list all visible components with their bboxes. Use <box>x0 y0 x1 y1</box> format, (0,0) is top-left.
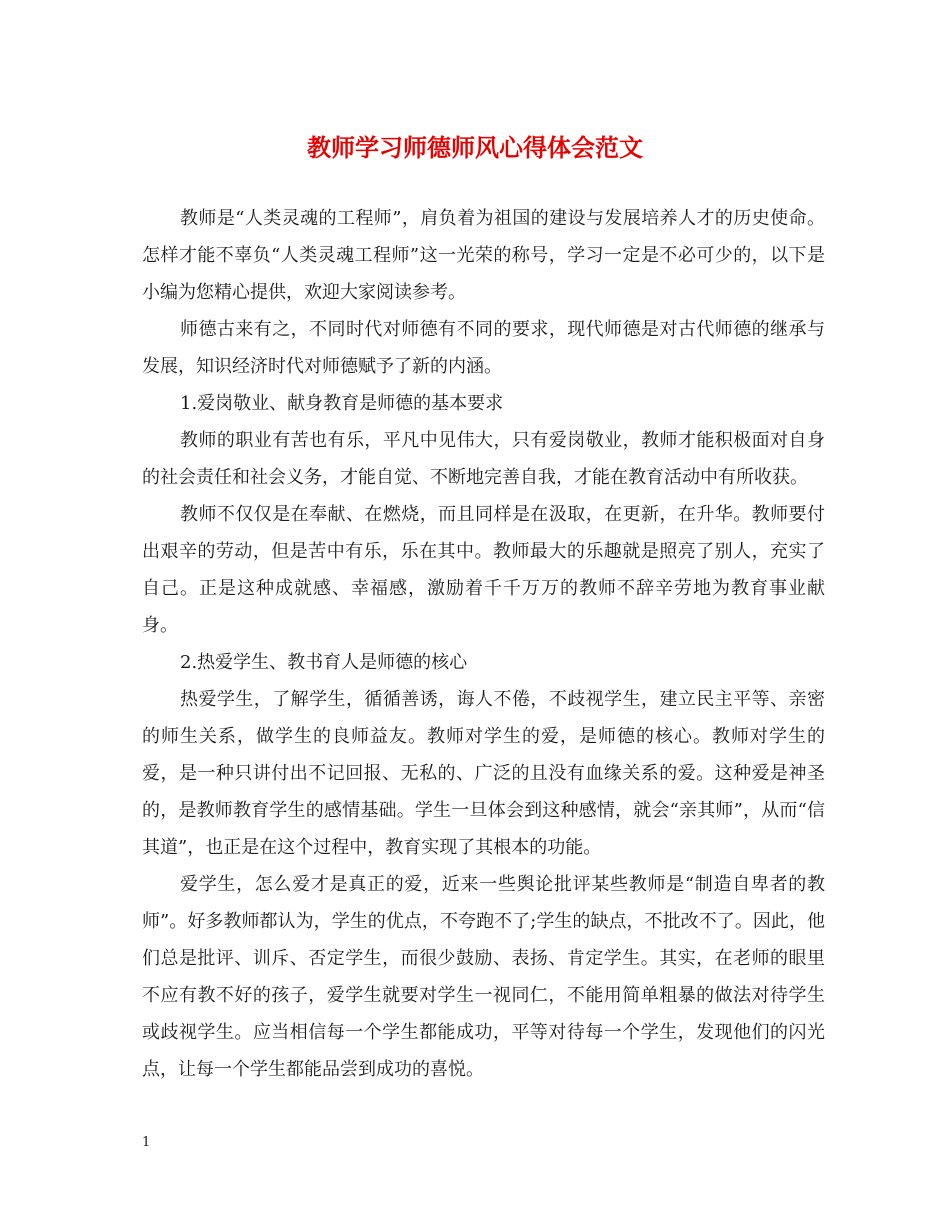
section-heading-2: 2.热爱学生、教书育人是师德的核心 <box>180 652 468 673</box>
paragraph-dedication: 教师不仅仅是在奉献、在燃烧，而且同样是在汲取，在更新，在升华。教师要付出艰辛的劳动，但是苦中有乐，乐在其中。教师最大的乐趣就是照亮了别人，充实了自己。正是这种成就感、幸福感，激励着千千万万的教师不辞辛劳地为教育事业献身。 <box>142 504 825 636</box>
paragraph-career: 教师的职业有苦也有乐，平凡中见伟大，只有爱岗敬业，教师才能积极面对自身的社会责任和社会义务，才能自觉、不断地完善自我，才能在教育活动中有所收获。 <box>142 430 825 488</box>
paragraph-true-love: 爱学生，怎么爱才是真正的爱，近来一些舆论批评某些教师是“制造自卑者的教师”。好多教师都认为，学生的优点，不夸跑不了;学生的缺点，不批改不了。因此，他们总是批评、训斥、否定学生，而很少鼓励、表扬、肯定学生。其实，在老师的眼里不应有教不好的孩子，爱学生就要对学生一视同仁，不能用简单粗暴的做法对待学生或歧视学生。应当相信每一个学生都能成功，平等对待每一个学生，发现他们的闪光点，让每一个学生都能品尝到成功的喜悦。 <box>142 874 825 1080</box>
paragraph-history: 师德古来有之，不同时代对师德有不同的要求，现代师德是对古代师德的继承与发展，知识经济时代对师德赋予了新的内涵。 <box>142 319 825 377</box>
paragraph-intro: 教师是“人类灵魂的工程师”，肩负着为祖国的建设与发展培养人才的历史使命。怎样才能不辜负“人类灵魂工程师”这一光荣的称号，学习一定是不必可少的，以下是小编为您精心提供，欢迎大家阅读参考。 <box>142 208 825 303</box>
document-body <box>142 200 825 1088</box>
document-title: 教师学习师德师风心得体会范文 <box>307 133 643 162</box>
page-number: 1 <box>142 1135 151 1150</box>
paragraph-love-students: 热爱学生，了解学生，循循善诱，诲人不倦，不歧视学生，建立民主平等、亲密的师生关系，做学生的良师益友。教师对学生的爱，是师德的核心。教师对学生的爱，是一种只讲付出不记回报、无私的、广泛的且没有血缘关系的爱。这种爱是神圣的，是教师教育学生的感情基础。学生一旦体会到这种感情，就会“亲其师”，从而“信其道”，也正是在这个过程中，教育实现了其根本的功能。 <box>142 689 825 858</box>
section-heading-1: 1.爱岗敬业、献身教育是师德的基本要求 <box>180 393 504 414</box>
